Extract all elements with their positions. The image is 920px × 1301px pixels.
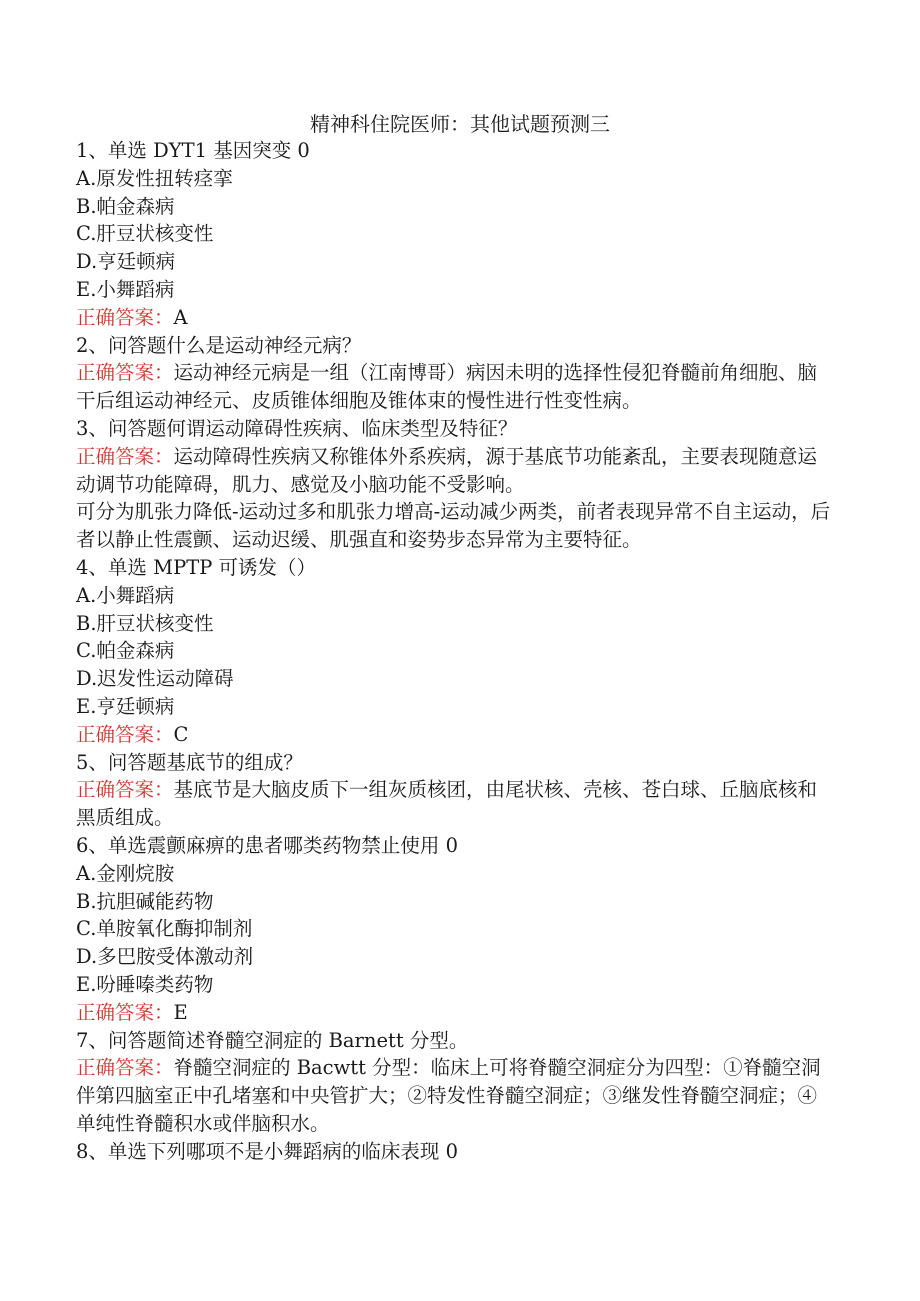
answer-value: C — [173, 722, 189, 746]
question-4 — [76, 554, 836, 749]
question-7 — [76, 1027, 836, 1138]
question-stem: 1、单选 DYT1 基因突变 0 — [76, 139, 310, 162]
answer-text: 运动神经元病是一组（江南博哥）病因未明的选择性侵犯脊髓前角细胞、脑干后组运动神经元、皮质锥体细胞及锥体束的慢性进行性变性病。 — [76, 361, 818, 413]
question-stem: 8、单选下列哪项不是小舞蹈病的临床表现 0 — [76, 1139, 459, 1163]
answer-line — [76, 443, 836, 499]
option-d: D.多巴胺受体激动剂 — [76, 945, 254, 969]
answer-extra-paragraph: 可分为肌张力降低-运动过多和肌张力增高-运动减少两类，前者表现异常不自主运动，后者以静止性震颤、运动迟缓、肌强直和姿势步态异常为主要特征。 — [76, 500, 831, 552]
answer-label: 正确答案： — [76, 1000, 174, 1024]
answer-line — [76, 776, 836, 832]
answer-label: 正确答案： — [76, 722, 174, 746]
option-a: A.小舞蹈病 — [76, 583, 175, 607]
document-body — [76, 137, 836, 1165]
question-stem: 6、单选震颤麻痹的患者哪类药物禁止使用 0 — [76, 833, 459, 857]
question-stem: 2、问答题什么是运动神经元病？ — [76, 333, 362, 357]
answer-label: 正确答案： — [76, 1056, 174, 1080]
option-b: B.抗胆碱能药物 — [76, 889, 214, 913]
answer-line — [76, 359, 836, 415]
question-stem: 4、单选 MPTP 可诱发（） — [76, 555, 317, 579]
question-2 — [76, 332, 836, 415]
question-8 — [76, 1138, 836, 1166]
answer-value: A — [173, 305, 188, 329]
option-e: E.吩睡嗪类药物 — [76, 972, 214, 996]
option-a: A.原发性扭转痉挛 — [76, 166, 233, 190]
option-c: C.帕金森病 — [76, 639, 175, 663]
option-d: D.亨廷顿病 — [76, 250, 176, 274]
option-e: E.小舞蹈病 — [76, 277, 175, 301]
option-c: C.单胺氧化酶抑制剂 — [76, 917, 253, 941]
option-d: D.迟发性运动障碍 — [76, 667, 234, 691]
answer-label: 正确答案： — [76, 778, 174, 802]
option-c: C.肝豆状核变性 — [76, 222, 214, 246]
question-6 — [76, 832, 836, 1027]
question-5 — [76, 749, 836, 832]
question-stem: 3、问答题何谓运动障碍性疾病、临床类型及特征？ — [76, 416, 518, 440]
answer-line — [76, 1054, 836, 1137]
option-a: A.金刚烷胺 — [76, 861, 175, 885]
question-stem: 7、问答题简述脊髓空洞症的 Barnett 分型。 — [76, 1028, 469, 1052]
answer-line — [76, 999, 836, 1027]
option-e: E.亨廷顿病 — [76, 694, 175, 718]
answer-line — [76, 304, 836, 332]
question-stem: 5、问答题基底节的组成？ — [76, 750, 303, 774]
answer-text: 基底节是大脑皮质下一组灰质核团，由尾状核、壳核、苍白球、丘脑底核和黑质组成。 — [76, 778, 818, 830]
option-b: B.帕金森病 — [76, 194, 175, 218]
answer-line — [76, 721, 836, 749]
option-b: B.肝豆状核变性 — [76, 611, 214, 635]
answer-text: 运动障碍性疾病又称锥体外系疾病，源于基底节功能紊乱，主要表现随意运动调节功能障碍，肌力、感觉及小脑功能不受影响。 — [76, 444, 818, 496]
answer-label: 正确答案： — [76, 361, 174, 385]
question-1 — [76, 137, 836, 332]
document-title: 精神科住院医师：其他试题预测三 — [310, 112, 610, 136]
answer-text: 脊髓空洞症的 Bacwtt 分型：临床上可将脊髓空洞症分为四型：①脊髓空洞伴第四脑室正中孔堵塞和中央管扩大；②特发性脊髓空洞症；③继发性脊髓空洞症；④单纯性脊髓积水或伴脑积水。 — [76, 1056, 821, 1135]
question-3 — [76, 415, 836, 554]
answer-label: 正确答案： — [76, 305, 174, 329]
answer-label: 正确答案： — [76, 444, 174, 468]
answer-value: E — [173, 1000, 188, 1024]
